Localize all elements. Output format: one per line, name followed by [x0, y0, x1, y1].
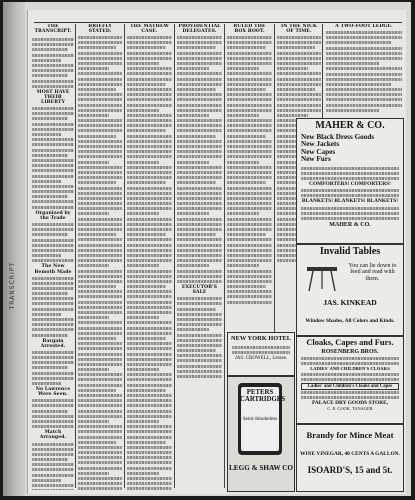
- legg-shaw-name: LEGG & SHAW CO: [229, 464, 293, 472]
- column-heading: BRIEFLY STATED.: [88, 24, 112, 35]
- window-shades-line: Window Shades, All Colors and Kinds.: [305, 318, 395, 324]
- section-heading: No Lawrence Were Seen.: [35, 387, 71, 398]
- isoards-name: ISOARD'S, 15 and 5t.: [307, 464, 393, 475]
- maher-line: New Furs: [301, 155, 331, 164]
- maher-line: New Jackets: [301, 140, 340, 149]
- column-divider: [224, 24, 225, 488]
- maher-title: MAHER & CO.: [315, 120, 385, 131]
- section-heading: Organized by the Trade: [35, 210, 71, 221]
- cloaks-title: Cloaks, Capes and Furs.: [306, 338, 394, 347]
- peters-subtitle: Semi-Smokeless: [242, 416, 278, 422]
- invalid-tables-subtitle: You can lie down to feed and read with them.: [348, 263, 397, 282]
- section-heading: The New Bemoth Made: [34, 264, 72, 275]
- column-heading: THE TRANSCRIPT.: [34, 24, 72, 35]
- maher-ad: [296, 118, 404, 244]
- invalid-tables-title: Invalid Tables: [319, 246, 381, 257]
- wine-vinegar-line: WINE VINEGAR, 40 CENTS A GALLON.: [300, 451, 400, 458]
- page-spine: [3, 2, 25, 496]
- spine-text: TRANSCRIPT: [9, 262, 16, 310]
- cloaks-ad: [296, 336, 404, 424]
- peters-title: PETERS CARTRIDGES: [240, 389, 286, 404]
- palace-store-manager: C. E. COOK, TANAGER: [327, 405, 373, 411]
- column-divider: [174, 24, 175, 488]
- top-rule: [34, 13, 402, 23]
- table-illustration-icon: [305, 263, 341, 293]
- column-2: [78, 24, 122, 490]
- blankets-heading: BLANKETS! BLANKETS! BLANKETS!: [301, 198, 399, 205]
- rosenberg-name: ROSENBERG BROS.: [321, 348, 379, 355]
- ladies-cloaks-heading: LADIES' AND CHILDREN'S CLOAKS: [310, 366, 390, 372]
- section-heading: MOST HAVE THEIR LIBERTY: [36, 89, 70, 106]
- peters-ad: [227, 376, 295, 492]
- column-heading: RULED THE BOX BOOT.: [233, 24, 266, 35]
- section-heading: Bargain Arrested.: [40, 338, 66, 349]
- maher-line: New Capes: [301, 147, 336, 156]
- column-7: [326, 24, 402, 114]
- column-1: [32, 24, 74, 490]
- ladies-capes-heading: Ladies' and Children's Cloaks and Capes: [301, 383, 399, 390]
- column-heading: A TWO-FOOT LEDGE.: [335, 24, 393, 29]
- section-heading: Match Arranged.: [39, 430, 67, 441]
- column-divider: [124, 24, 125, 488]
- maher-line: New Black Dress Goods: [301, 132, 375, 141]
- invalid-tables-ad: [296, 244, 404, 336]
- column-heading: PROVIDENTIAL DELEGATES.: [178, 24, 221, 35]
- maher-footer: MAHER & CO.: [329, 222, 371, 229]
- brandy-title: Brandy for Mince Meat: [306, 430, 394, 440]
- column-divider: [75, 24, 76, 488]
- hotel-name: NEW YORK HOTEL: [230, 335, 291, 342]
- brandy-ad: [296, 424, 404, 492]
- palace-store-name: PALACE DRY GOODS STORE,: [311, 399, 389, 406]
- newspaper-page: [3, 2, 411, 496]
- comforters-heading: COMFORTERS! COMFORTERS!: [309, 180, 391, 187]
- hotel-lessee: JAS. CROWELL, Lessee.: [234, 355, 288, 361]
- column-heading: IN THE NICK OF TIME.: [281, 24, 317, 35]
- column-4: [177, 24, 222, 490]
- kinkead-name: JAS. KINKEAD: [323, 298, 377, 307]
- column-3: [127, 24, 172, 490]
- section-heading: EXECUTOR'S SALE: [181, 285, 218, 296]
- newspaper-sheet: [27, 10, 406, 494]
- hotel-ad: [227, 332, 295, 376]
- column-heading: THE MATHEW CASE.: [130, 24, 169, 35]
